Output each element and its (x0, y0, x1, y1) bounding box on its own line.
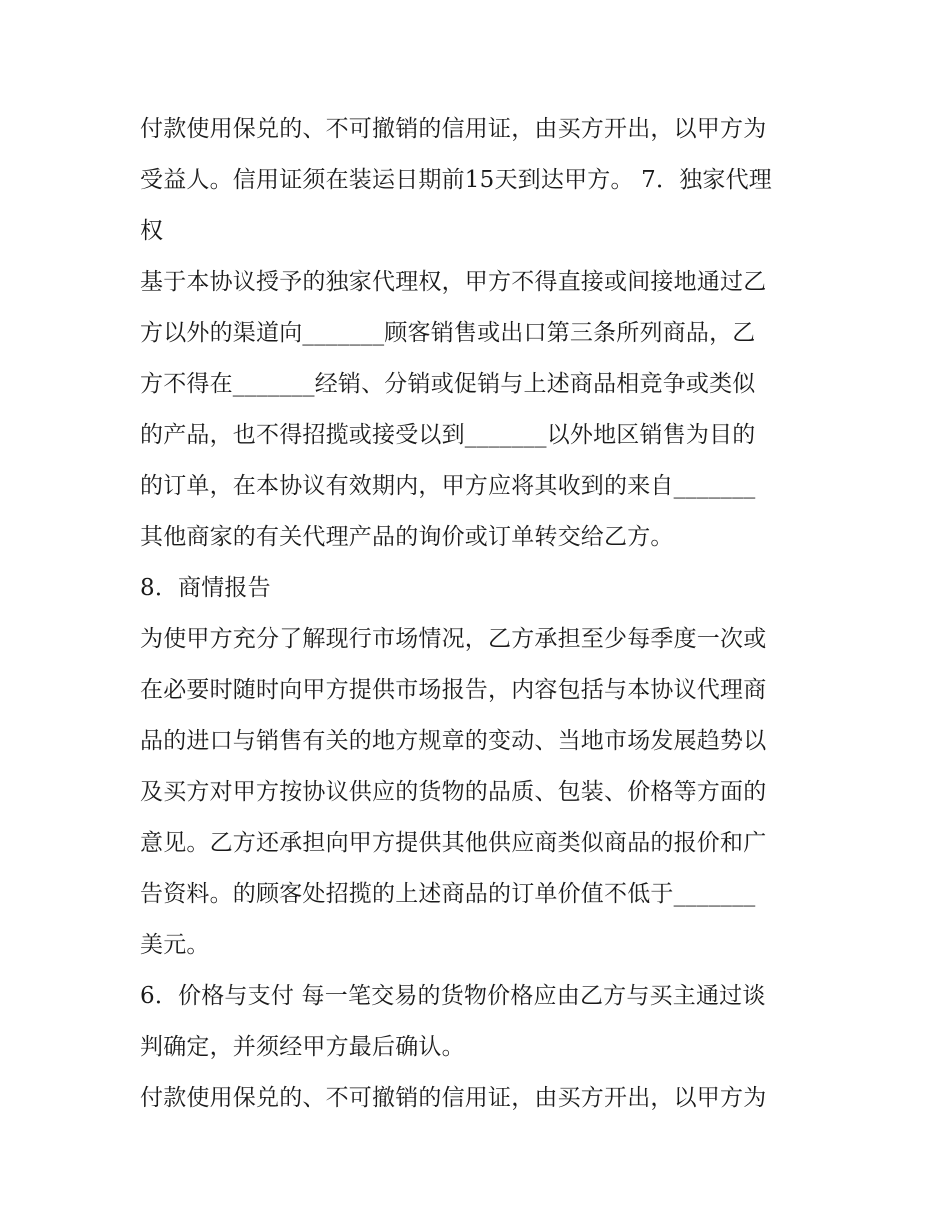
section-heading: 6．价格与支付 每一笔交易的货物价格应由乙方与买主通过谈 (140, 983, 766, 1009)
text-line: 方不得在_______经销、分销或促销与上述商品相竞争或类似 (140, 371, 756, 397)
text-line: 意见。乙方还承担向甲方提供其他供应商类似商品的报价和广 (140, 830, 767, 856)
text-line: 受益人。信用证须在装运日期前15天到达甲方。 7．独家代理 (140, 167, 773, 193)
text-line: 基于本协议授予的独家代理权，甲方不得直接或间接地通过乙 (140, 269, 767, 295)
text-line: 在必要时随时向甲方提供市场报告，内容包括与本协议代理商 (140, 677, 767, 703)
text-line: 方以外的渠道向_______顾客销售或出口第三条所列商品，乙 (140, 320, 756, 346)
text-line: 的订单，在本协议有效期内，甲方应将其收到的来自_______ (140, 473, 756, 499)
text-line: 付款使用保兑的、不可撤销的信用证，由买方开出，以甲方为 (140, 116, 767, 142)
section-heading: 8．商情报告 (140, 575, 271, 601)
text-line: 付款使用保兑的、不可撤销的信用证，由买方开出，以甲方为 (140, 1085, 767, 1111)
text-line: 告资料。的顾客处招揽的上述商品的订单价值不低于_______ (140, 881, 756, 907)
text-line: 权 (140, 218, 164, 244)
text-line: 其他商家的有关代理产品的询价或订单转交给乙方。 (140, 524, 674, 550)
text-line: 品的进口与销售有关的地方规章的变动、当地市场发展趋势以 (140, 728, 767, 754)
text-line: 为使甲方充分了解现行市场情况，乙方承担至少每季度一次或 (140, 626, 767, 652)
document-body (140, 104, 820, 1124)
text-line: 的产品，也不得招揽或接受以到_______以外地区销售为目的 (140, 422, 756, 448)
text-line: 判确定，并须经甲方最后确认。 (140, 1034, 465, 1060)
text-line: 及买方对甲方按协议供应的货物的品质、包装、价格等方面的 (140, 779, 767, 805)
text-line: 美元。 (140, 932, 210, 958)
